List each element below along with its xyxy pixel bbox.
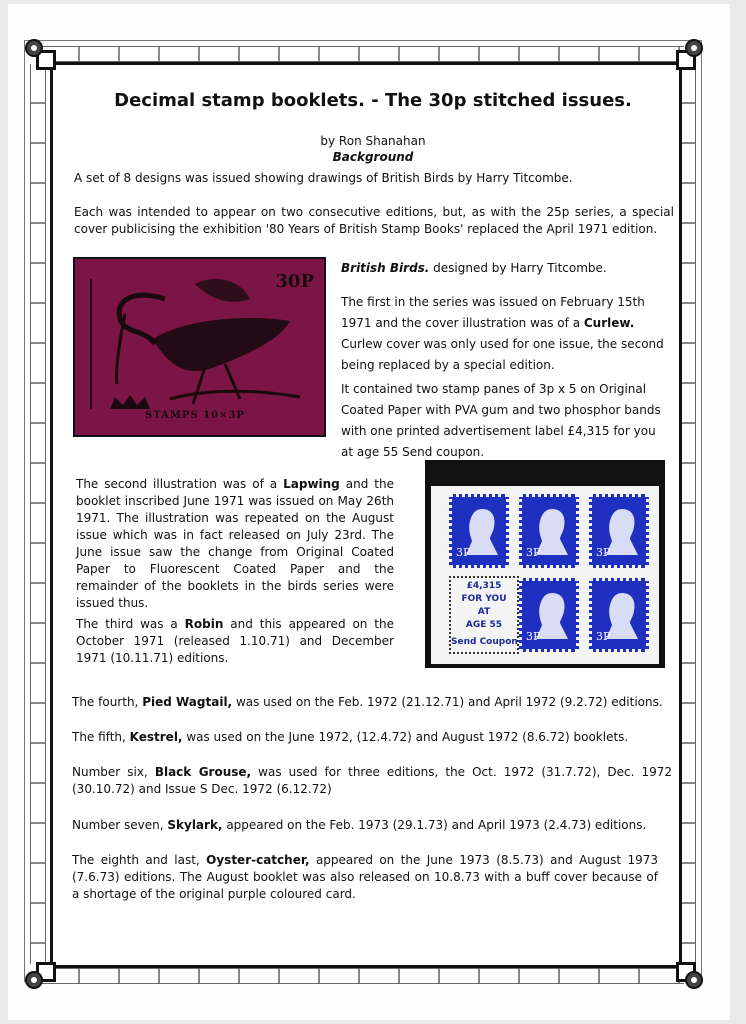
bird-name-skylark: Skylark,	[167, 818, 223, 832]
sixth-issue-paragraph: Number six, Black Grouse, was used for three editions, the Oct. 1972 (31.7.72), Dec. 1972 (30.10.72) and Issue S Dec. 1972 (6.12.72)	[72, 765, 673, 796]
bird-name-robin: Robin	[184, 617, 224, 631]
byline: by Ron Shanahan	[320, 134, 426, 148]
bird-name-lapwing: Lapwing	[283, 477, 340, 491]
bird-name-black-grouse: Black Grouse,	[154, 765, 252, 779]
frame-border-left	[30, 64, 46, 964]
stamp: 3P	[449, 494, 509, 568]
designer-note: British Birds. designed by Harry Titcombe.	[341, 261, 607, 275]
cover-legend: STAMPS 10×3P	[145, 410, 245, 421]
fourth-issue-paragraph: The fourth, Pied Wagtail, was used on the Feb. 1972 (21.12.71) and April 1972 (9.2.72) editions.	[72, 695, 663, 709]
frame-border-top	[40, 46, 684, 62]
stamp-pane	[431, 486, 659, 664]
frame-border-bottom	[40, 968, 684, 984]
corner-ornament-bottom-left	[22, 962, 52, 992]
bird-name-pied-wagtail: Pied Wagtail,	[142, 695, 233, 709]
stamp: 3P	[519, 578, 579, 652]
bird-name-curlew: Curlew.	[583, 316, 635, 330]
cover-price: 30P	[275, 271, 314, 292]
editions-paragraph: Each was intended to appear on two consecutive editions, but, as with the 25p series, a special cover publicising the exhibition '80 Years of British Stamp Books' replaced the April 1971 edition.	[74, 205, 674, 236]
section-heading: Background	[332, 150, 414, 164]
page-title: Decimal stamp booklets. - The 30p stitched issues.	[114, 90, 632, 111]
bird-name-kestrel: Kestrel,	[129, 730, 183, 744]
third-issue-paragraph: The third was a Robin and this appeared on the October 1971 (released 1.10.71) and December 1971 (10.11.71) editions.	[76, 617, 394, 665]
advertisement-label: £4,315 FOR YOU AT AGE 55 Send Coupon	[449, 576, 519, 654]
seventh-issue-paragraph: Number seven, Skylark, appeared on the Feb. 1973 (29.1.73) and April 1973 (2.4.73) editions.	[72, 818, 647, 832]
bird-name-oyster-catcher: Oyster-catcher,	[206, 853, 310, 867]
corner-ornament-bottom-right	[676, 962, 706, 992]
corner-ornament-top-left	[22, 36, 52, 66]
stamp: 3P	[589, 494, 649, 568]
corner-ornament-top-right	[676, 36, 706, 66]
contents-paragraph: It contained two stamp panes of 3p x 5 on Original Coated Paper with PVA gum and two phosphor bands with one printed advertisement label £4,315 for you at age 55 Send coupon.	[341, 382, 661, 459]
stamp: 3P	[519, 494, 579, 568]
first-issue-paragraph: The first in the series was issued on February 15th 1971 and the cover illustration was of a Curlew. Curlew cover was only used for one issue, the second being replaced by a special edition.	[341, 295, 664, 372]
curlew-booklet-cover-image	[73, 257, 326, 437]
stamp: 3P	[589, 578, 649, 652]
eighth-issue-paragraph: The eighth and last, Oyster-catcher, appeared on the June 1973 (8.5.73) and August 1973 (7.6.73) editions. The August booklet was also released on 10.8.73 with a buff cover because of a shortage of the original purple coloured card.	[72, 853, 658, 901]
frame-border-right	[680, 64, 696, 964]
fifth-issue-paragraph: The fifth, Kestrel, was used on the June 1972, (12.4.72) and August 1972 (8.6.72) booklets.	[72, 730, 629, 744]
intro-paragraph: A set of 8 designs was issued showing drawings of British Birds by Harry Titcombe.	[74, 171, 573, 185]
stamp-pane-image	[425, 460, 665, 668]
second-issue-paragraph: The second illustration was of a Lapwing and the booklet inscribed June 1971 was issued on May 26th 1971. The illustration was repeated on the August issue which was in fact released on July 23rd. The June issue saw the change from Original Coated Paper to Fluorescent Coated Paper and the remainder of the booklets in the birds series were issued thus.	[76, 477, 394, 610]
